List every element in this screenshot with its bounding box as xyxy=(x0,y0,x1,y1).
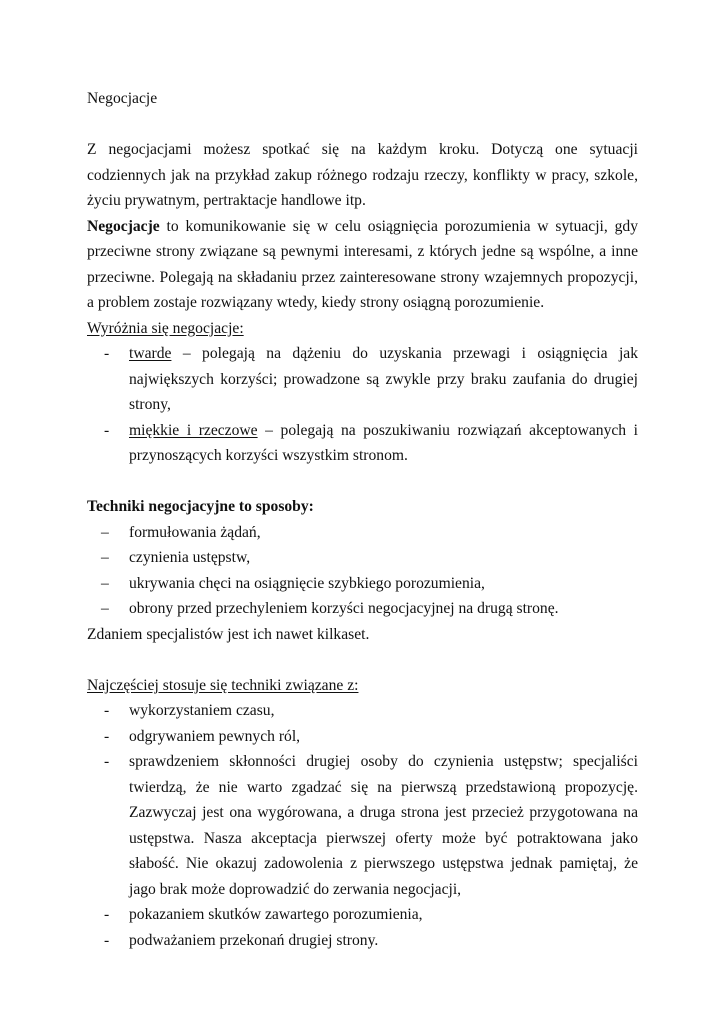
type-term: twarde xyxy=(129,345,172,362)
list-item-text: podważaniem przekonań drugiej strony. xyxy=(129,931,379,949)
type-description: – polegają na poszukiwaniu rozwiązań akceptowanych i przynoszących korzyści wszystkim stronom. xyxy=(129,421,639,464)
list-item xyxy=(87,749,638,902)
list-marker: - xyxy=(104,931,110,949)
list-item-text: obrony przed przechyleniem korzyści negocjacyjnej na drugą stronę. xyxy=(129,600,559,617)
list-item-text: odgrywaniem pewnych ról, xyxy=(129,727,301,745)
list-item xyxy=(87,698,638,724)
list-item xyxy=(87,545,638,571)
definition-term: Negocjacje xyxy=(87,217,160,235)
list-marker: - xyxy=(104,906,110,923)
list-item xyxy=(87,724,638,750)
list-marker: - xyxy=(104,727,110,745)
list-item-text: sprawdzeniem skłonności drugiej osoby do czynienia ustępstw; specjaliści twierdzą, że nie warto zgadzać się na pierwszą przedstawioną propozycję. Zazwyczaj jest ona wygórowana, a druga strona jest przecież przygotowana na ustępstwa. Nasza akceptacja pierwszej oferty może być potraktowana jako słabość. Nie okazuj zadowolenia z pierwszego ustępstwa jednak pamiętaj, że jago brak może doprowadzić do zerwania negocjacji, xyxy=(129,753,638,898)
spacer xyxy=(87,647,638,673)
list-item xyxy=(87,902,638,928)
list-item-text: czynienia ustępstw, xyxy=(129,549,251,566)
type-term: miękkie i rzeczowe xyxy=(129,421,258,439)
common-list xyxy=(87,698,638,953)
list-item xyxy=(87,418,638,469)
techniques-note: Zdaniem specjalistów jest ich nawet kilkaset. xyxy=(87,625,370,643)
common-heading: Najczęściej stosuje się techniki związane z: xyxy=(87,676,359,694)
techniques-list xyxy=(87,520,638,622)
document-body xyxy=(87,86,638,953)
list-item xyxy=(87,520,638,546)
types-heading: Wyróżnia się negocjacje: xyxy=(87,319,244,337)
list-marker: – xyxy=(101,574,109,592)
list-item xyxy=(87,928,638,954)
document-title: Negocjacje xyxy=(87,90,158,107)
techniques-heading: Techniki negocjacyjne to sposoby: xyxy=(87,498,314,515)
intro-paragraph: Z negocjacjami możesz spotkać się na każdym kroku. Dotyczą one sytuacji codziennych jak na przykład zakup różnego rodzaju rzeczy, konflikty w pracy, szkole, życiu prywatnym, pertraktacje handlowe itp. xyxy=(87,141,638,209)
list-marker: - xyxy=(104,345,110,362)
list-item xyxy=(87,571,638,597)
list-item-text: formułowania żądań, xyxy=(129,523,261,541)
types-list xyxy=(87,341,638,469)
list-marker: - xyxy=(104,421,110,439)
list-marker: - xyxy=(104,753,110,770)
definition-paragraph xyxy=(87,214,638,316)
list-marker: - xyxy=(104,702,110,719)
list-marker: – xyxy=(101,600,109,617)
list-item xyxy=(87,596,638,622)
list-item-text: wykorzystaniem czasu, xyxy=(129,702,275,719)
list-item xyxy=(87,341,638,418)
list-marker: – xyxy=(101,523,109,541)
type-description: – polegają na dążeniu do uzyskania przewagi i osiągnięcia jak największych korzyści; prowadzone są zwykle przy braku zaufania do drugiej strony, xyxy=(129,345,638,413)
list-item-text: pokazaniem skutków zawartego porozumienia, xyxy=(129,906,423,923)
definition-text: to komunikowanie się w celu osiągnięcia porozumienia w sytuacji, gdy przeciwne strony związane są pewnymi interesami, z których jedne są wspólne, a inne przeciwne. Polegają na składaniu przez zainteresowane strony wzajemnych propozycji, a problem zostaje rozwiązany wtedy, kiedy strony osiągną porozumienie. xyxy=(87,217,638,311)
list-marker: – xyxy=(101,549,109,566)
spacer xyxy=(87,469,638,495)
list-item-text: ukrywania chęci na osiągnięcie szybkiego porozumienia, xyxy=(129,574,485,592)
